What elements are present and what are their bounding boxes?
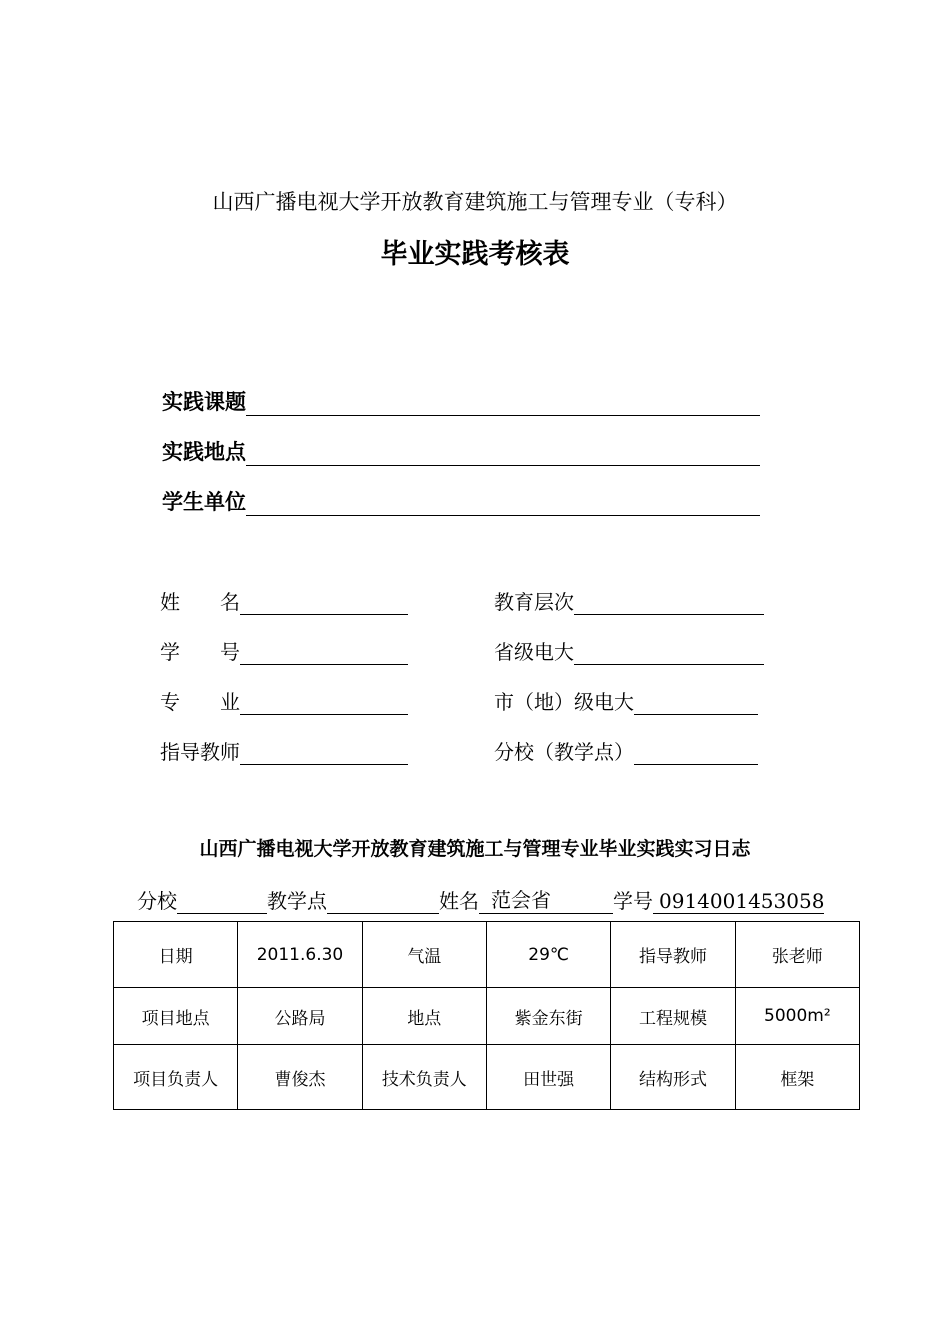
student-id-label: 学 号 — [160, 640, 240, 664]
advisor-field — [160, 736, 408, 765]
table-cell: 5000m² — [735, 988, 859, 1045]
table-cell: 技术负责人 — [362, 1045, 486, 1110]
student-unit-blank — [246, 491, 760, 516]
log-teaching-point-label: 教学点 — [267, 889, 327, 913]
table-cell: 紫金东街 — [486, 988, 610, 1045]
document-subtitle: 山西广播电视大学开放教育建筑施工与管理专业（专科） — [212, 190, 738, 214]
table-row — [114, 922, 860, 988]
provincial-university-blank — [574, 642, 764, 665]
table-cell: 工程规模 — [611, 988, 735, 1045]
student-unit-row — [162, 486, 760, 516]
table-cell: 结构形式 — [611, 1045, 735, 1110]
log-table — [113, 921, 860, 1110]
log-name-value: 范会省 — [479, 884, 613, 914]
table-cell: 曹俊杰 — [238, 1045, 362, 1110]
city-university-blank — [634, 692, 758, 715]
log-branch-label: 分校 — [137, 889, 177, 913]
education-level-blank — [574, 592, 764, 615]
log-student-id-label: 学号 — [613, 889, 653, 913]
student-unit-label: 学生单位 — [162, 490, 246, 514]
log-title: 山西广播电视大学开放教育建筑施工与管理专业毕业实践实习日志 — [199, 838, 751, 860]
provincial-university-label: 省级电大 — [494, 640, 574, 664]
practice-topic-row — [162, 386, 760, 416]
practice-topic-blank — [246, 391, 760, 416]
table-cell: 气温 — [362, 922, 486, 988]
table-cell: 地点 — [362, 988, 486, 1045]
major-blank — [240, 692, 408, 715]
major-label: 专 业 — [160, 690, 240, 714]
table-cell: 项目负责人 — [114, 1045, 238, 1110]
branch-school-blank — [634, 742, 758, 765]
table-cell: 29℃ — [486, 922, 610, 988]
log-name-label: 姓名 — [439, 889, 479, 913]
education-level-field — [494, 586, 764, 615]
name-field — [160, 586, 408, 615]
student-id-field — [160, 636, 408, 665]
log-info-line — [137, 884, 824, 914]
student-id-blank — [240, 642, 408, 665]
table-cell: 项目地点 — [114, 988, 238, 1045]
log-teaching-point-blank — [327, 889, 439, 914]
advisor-blank — [240, 742, 408, 765]
city-university-label: 市（地）级电大 — [494, 690, 634, 714]
name-label: 姓 名 — [160, 590, 240, 614]
name-blank — [240, 592, 408, 615]
education-level-label: 教育层次 — [494, 590, 574, 614]
table-cell: 公路局 — [238, 988, 362, 1045]
practice-location-label: 实践地点 — [162, 440, 246, 464]
branch-school-label: 分校（教学点） — [494, 740, 634, 764]
log-branch-blank — [177, 889, 267, 914]
table-cell: 2011.6.30 — [238, 922, 362, 988]
advisor-label: 指导教师 — [160, 740, 240, 764]
city-university-field — [494, 686, 758, 715]
log-student-id-value: 0914001453058 — [653, 889, 824, 914]
practice-location-row — [162, 436, 760, 466]
table-cell: 日期 — [114, 922, 238, 988]
practice-location-blank — [246, 441, 760, 466]
major-field — [160, 686, 408, 715]
table-cell: 框架 — [735, 1045, 859, 1110]
provincial-university-field — [494, 636, 764, 665]
table-cell: 指导教师 — [611, 922, 735, 988]
table-cell: 田世强 — [486, 1045, 610, 1110]
table-row — [114, 988, 860, 1045]
branch-school-field — [494, 736, 758, 765]
document-title: 毕业实践考核表 — [380, 239, 570, 270]
table-cell: 张老师 — [735, 922, 859, 988]
table-row — [114, 1045, 860, 1110]
practice-topic-label: 实践课题 — [162, 390, 246, 414]
